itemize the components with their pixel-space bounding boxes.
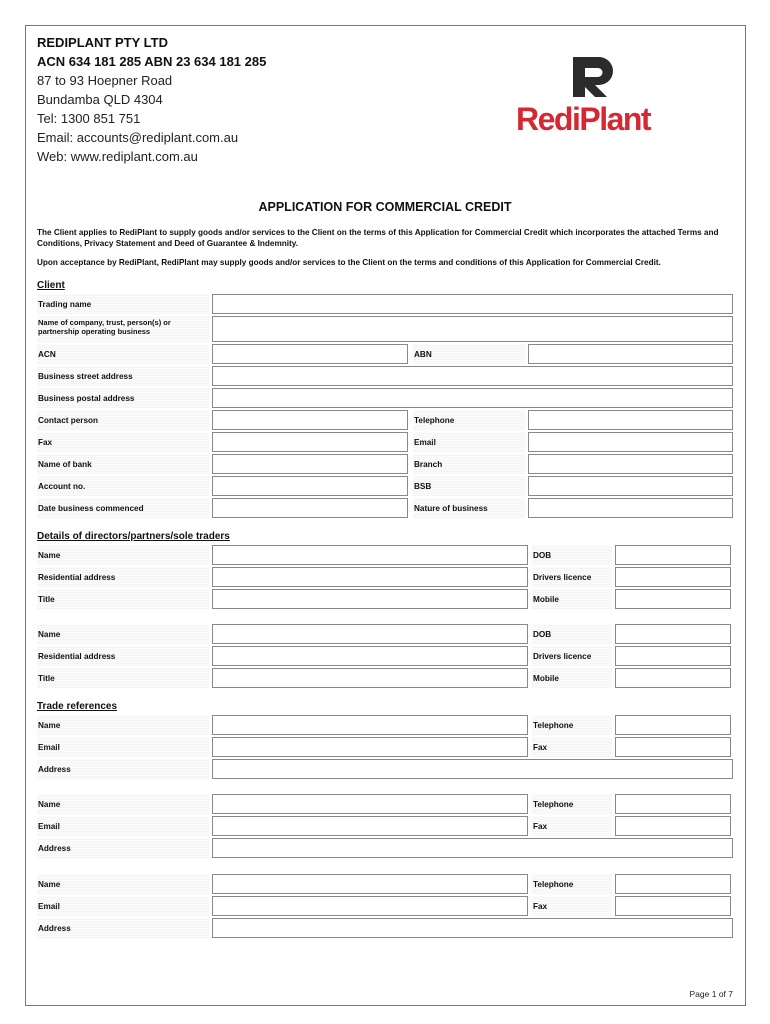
ref-1-email-field[interactable]: [212, 737, 528, 757]
telephone-field[interactable]: [528, 410, 733, 430]
section-heading-trade-references: Trade references: [37, 701, 118, 712]
label-bank: Name of bank: [37, 454, 209, 474]
ref-1-address-field[interactable]: [212, 759, 733, 779]
label-contact-person: Contact person: [37, 410, 209, 430]
director-1-name-field[interactable]: [212, 545, 528, 565]
street-address-field[interactable]: [212, 366, 733, 386]
abn-field[interactable]: [528, 344, 733, 364]
label-ref-address: Address: [37, 759, 209, 779]
company-acn-abn: ACN 634 181 285 ABN 23 634 181 285: [37, 54, 267, 69]
label-trading-name: Trading name: [37, 294, 209, 314]
director-1-title-field[interactable]: [212, 589, 528, 609]
label-abn: ABN: [413, 344, 525, 364]
label-director-address: Residential address: [37, 567, 209, 587]
ref-3-fax-field[interactable]: [615, 896, 731, 916]
ref-1-name-field[interactable]: [212, 715, 528, 735]
date-commenced-field[interactable]: [212, 498, 408, 518]
label-director-mobile: Mobile: [532, 668, 612, 688]
section-heading-directors: Details of directors/partners/sole traders: [37, 531, 230, 542]
label-director-dob: DOB: [532, 624, 612, 644]
ref-2-fax-field[interactable]: [615, 816, 731, 836]
label-ref-fax: Fax: [532, 816, 612, 836]
section-heading-client: Client: [37, 280, 65, 291]
label-ref-email: Email: [37, 896, 209, 916]
label-director-name: Name: [37, 624, 209, 644]
label-street-address: Business street address: [37, 366, 209, 386]
rediplant-logo-wordmark: RediPlant: [516, 101, 651, 137]
ref-2-telephone-field[interactable]: [615, 794, 731, 814]
nature-of-business-field[interactable]: [528, 498, 733, 518]
label-director-title: Title: [37, 668, 209, 688]
label-ref-telephone: Telephone: [532, 794, 612, 814]
label-director-dob: DOB: [532, 545, 612, 565]
trading-name-field[interactable]: [212, 294, 733, 314]
fax-field[interactable]: [212, 432, 408, 452]
director-2-dob-field[interactable]: [615, 624, 731, 644]
ref-3-name-field[interactable]: [212, 874, 528, 894]
director-1-address-field[interactable]: [212, 567, 528, 587]
company-address-line1: 87 to 93 Hoepner Road: [37, 73, 173, 88]
label-account-no: Account no.: [37, 476, 209, 496]
director-2-address-field[interactable]: [212, 646, 528, 666]
director-2-name-field[interactable]: [212, 624, 528, 644]
label-company-name: Name of company, trust, person(s) or partnership operating business: [37, 316, 209, 342]
rediplant-logo-mark: [573, 57, 613, 97]
company-email: Email: accounts@rediplant.com.au: [37, 130, 239, 145]
label-director-address: Residential address: [37, 646, 209, 666]
label-postal-address: Business postal address: [37, 388, 209, 408]
ref-1-telephone-field[interactable]: [615, 715, 731, 735]
label-ref-name: Name: [37, 874, 209, 894]
branch-field[interactable]: [528, 454, 733, 474]
company-web: Web: www.rediplant.com.au: [37, 149, 198, 164]
director-1-licence-field[interactable]: [615, 567, 731, 587]
label-ref-name: Name: [37, 794, 209, 814]
label-acn: ACN: [37, 344, 209, 364]
account-no-field[interactable]: [212, 476, 408, 496]
director-1-dob-field[interactable]: [615, 545, 731, 565]
ref-2-address-field[interactable]: [212, 838, 733, 858]
postal-address-field[interactable]: [212, 388, 733, 408]
label-ref-email: Email: [37, 737, 209, 757]
company-name-field[interactable]: [212, 316, 733, 342]
label-telephone: Telephone: [413, 410, 525, 430]
label-director-mobile: Mobile: [532, 589, 612, 609]
label-director-title: Title: [37, 589, 209, 609]
contact-person-field[interactable]: [212, 410, 408, 430]
ref-1-fax-field[interactable]: [615, 737, 731, 757]
director-2-licence-field[interactable]: [615, 646, 731, 666]
bsb-field[interactable]: [528, 476, 733, 496]
company-name: REDIPLANT PTY LTD: [37, 35, 168, 50]
page-number: Page 1 of 7: [689, 989, 733, 999]
label-ref-fax: Fax: [532, 896, 612, 916]
label-fax: Fax: [37, 432, 209, 452]
label-email: Email: [413, 432, 525, 452]
email-field[interactable]: [528, 432, 733, 452]
intro-paragraph: The Client applies to RediPlant to supply goods and/or services to the Client on the terms of this Application for Commercial Credit which incorporates the attached Terms and Conditions, Privacy Statement and Deed of Guarantee & Indemnity.: [37, 228, 719, 248]
label-ref-telephone: Telephone: [532, 715, 612, 735]
label-ref-fax: Fax: [532, 737, 612, 757]
label-ref-name: Name: [37, 715, 209, 735]
ref-3-address-field[interactable]: [212, 918, 733, 938]
label-ref-telephone: Telephone: [532, 874, 612, 894]
label-branch: Branch: [413, 454, 525, 474]
director-1-mobile-field[interactable]: [615, 589, 731, 609]
label-nature-of-business: Nature of business: [413, 498, 525, 518]
label-director-licence: Drivers licence: [532, 567, 612, 587]
company-address-line2: Bundamba QLD 4304: [37, 92, 163, 107]
ref-2-name-field[interactable]: [212, 794, 528, 814]
label-director-licence: Drivers licence: [532, 646, 612, 666]
director-2-title-field[interactable]: [212, 668, 528, 688]
label-bsb: BSB: [413, 476, 525, 496]
label-ref-email: Email: [37, 816, 209, 836]
director-2-mobile-field[interactable]: [615, 668, 731, 688]
label-director-name: Name: [37, 545, 209, 565]
label-ref-address: Address: [37, 918, 209, 938]
ref-2-email-field[interactable]: [212, 816, 528, 836]
ref-3-email-field[interactable]: [212, 896, 528, 916]
ref-3-telephone-field[interactable]: [615, 874, 731, 894]
bank-field[interactable]: [212, 454, 408, 474]
label-date-commenced: Date business commenced: [37, 498, 209, 518]
form-title: APPLICATION FOR COMMERCIAL CREDIT: [258, 200, 512, 214]
acn-field[interactable]: [212, 344, 408, 364]
company-tel: Tel: 1300 851 751: [37, 111, 141, 126]
acceptance-paragraph: Upon acceptance by RediPlant, RediPlant may supply goods and/or services to the Client on the terms and conditions of this Application for Commercial Credit.: [37, 258, 661, 267]
label-ref-address: Address: [37, 838, 209, 858]
